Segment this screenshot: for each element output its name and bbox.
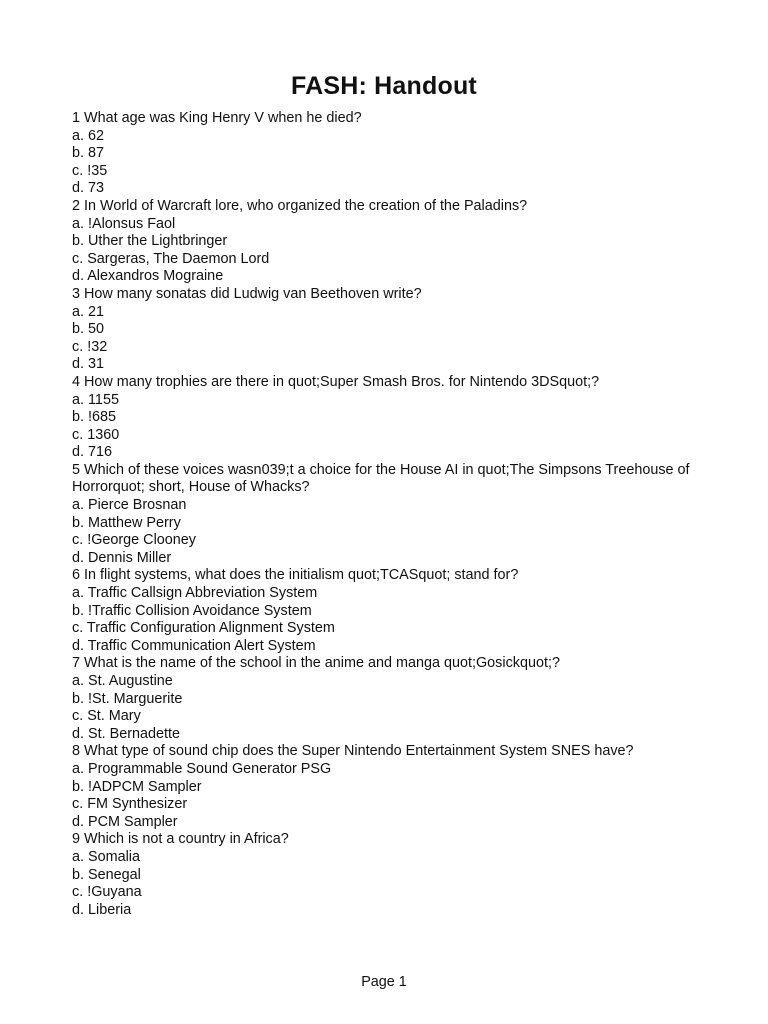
question-text: 9 Which is not a country in Africa? [72, 831, 289, 848]
answer-option: d. Liberia [72, 901, 132, 918]
question-text: 6 In flight systems, what does the initialism quot;TCASquot; stand for? [72, 567, 519, 584]
answer-option: c. Traffic Configuration Alignment System [72, 620, 335, 637]
answer-option: b. !St. Marguerite [72, 690, 183, 707]
answer-option: c. 1360 [72, 426, 120, 443]
answer-option: d. 716 [72, 444, 113, 461]
question-1 [72, 110, 712, 198]
answer-option: b. Uther the Lightbringer [72, 233, 228, 250]
answer-option: a. 1155 [72, 391, 119, 408]
answer-option: b. !Traffic Collision Avoidance System [72, 602, 312, 619]
answer-option: b. 87 [72, 145, 105, 162]
answer-option: d. 31 [72, 356, 105, 373]
answer-option: d. 73 [72, 180, 105, 197]
question-list [72, 110, 712, 919]
question-7 [72, 655, 712, 743]
question-8 [72, 743, 712, 831]
answer-option: a. St. Augustine [72, 673, 173, 689]
answer-option: b. Senegal [72, 866, 141, 883]
question-3 [72, 286, 712, 374]
answer-option: b. Matthew Perry [72, 514, 181, 531]
answer-option: c. Sargeras, The Daemon Lord [72, 250, 270, 267]
question-text: 5 Which of these voices wasn039;t a choice for the House AI in quot;The Simpsons Treehouse of Horrorquot; short, House of Whacks? [72, 461, 690, 496]
question-text: 3 How many sonatas did Ludwig van Beethoven write? [72, 285, 422, 302]
question-text: 1 What age was King Henry V when he died? [72, 110, 362, 126]
answer-option: d. Traffic Communication Alert System [72, 637, 316, 654]
answer-option: b. !ADPCM Sampler [72, 778, 202, 795]
answer-option: a. Programmable Sound Generator PSG [72, 760, 332, 777]
question-text: 7 What is the name of the school in the anime and manga quot;Gosickquot;? [72, 655, 560, 672]
question-4 [72, 374, 712, 462]
question-text: 4 How many trophies are there in quot;Super Smash Bros. for Nintendo 3DSquot;? [72, 373, 600, 390]
answer-option: d. Dennis Miller [72, 549, 172, 566]
answer-option: a. 62 [72, 127, 105, 144]
page-title: FASH: Handout [291, 72, 477, 100]
answer-option: a. Pierce Brosnan [72, 497, 187, 514]
answer-option: c. St. Mary [72, 708, 141, 725]
answer-option: d. Alexandros Mograine [72, 268, 224, 285]
answer-option: b. 50 [72, 321, 105, 338]
answer-option: a. 21 [72, 303, 105, 320]
answer-option: c. !32 [72, 338, 108, 355]
question-9 [72, 831, 712, 919]
question-text: 8 What type of sound chip does the Super Nintendo Entertainment System SNES have? [72, 743, 634, 760]
answer-option: a. !Alonsus Faol [72, 215, 176, 232]
question-5 [72, 462, 712, 568]
answer-option: c. FM Synthesizer [72, 796, 188, 813]
question-2 [72, 198, 712, 286]
answer-option: a. Traffic Callsign Abbreviation System [72, 585, 318, 602]
answer-option: c. !George Clooney [72, 532, 196, 549]
answer-option: d. St. Bernadette [72, 725, 181, 742]
answer-option: a. Somalia [72, 848, 140, 865]
page-number: Page 1 [361, 974, 407, 990]
question-text: 2 In World of Warcraft lore, who organized the creation of the Paladins? [72, 197, 528, 214]
answer-option: c. !Guyana [72, 884, 142, 901]
answer-option: b. !685 [72, 409, 117, 426]
answer-option: c. !35 [72, 162, 108, 179]
answer-option: d. PCM Sampler [72, 813, 178, 830]
question-6 [72, 567, 712, 655]
